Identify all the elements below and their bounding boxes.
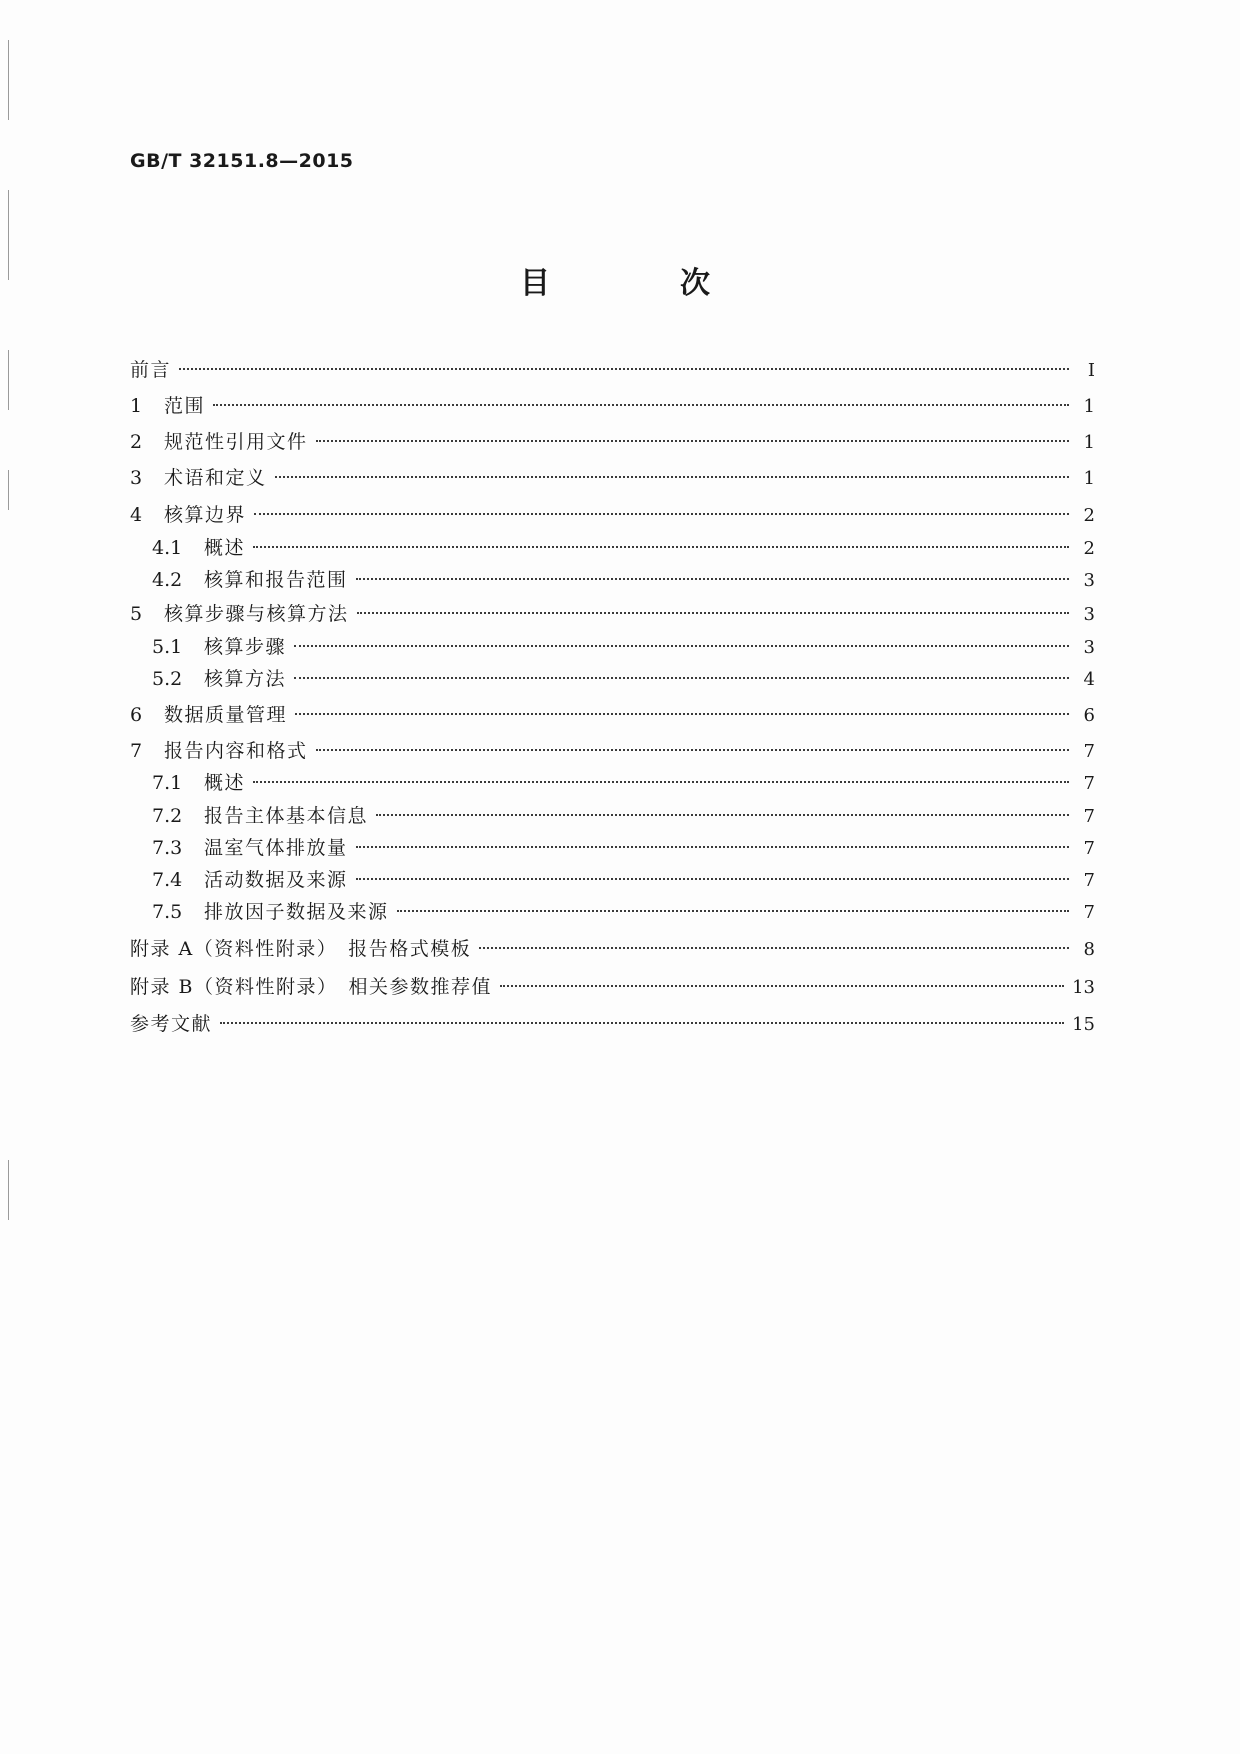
toc-label — [130, 598, 349, 631]
toc-label — [130, 864, 348, 897]
toc-entry[interactable] — [130, 971, 1095, 1004]
toc-label — [130, 390, 205, 423]
toc-page-number: 7 — [1083, 870, 1095, 891]
toc-page-number: 4 — [1083, 669, 1095, 690]
toc-section-number: 7.3 — [152, 837, 183, 859]
toc-title-text: 概述 — [204, 537, 246, 559]
toc-entry[interactable] — [130, 933, 1095, 966]
dot-leader — [295, 713, 1069, 715]
scan-artifact — [8, 40, 9, 120]
toc-title-text: 范围 — [164, 395, 206, 417]
dot-leader — [213, 404, 1069, 406]
dot-leader — [500, 985, 1064, 987]
toc-label — [130, 832, 348, 865]
toc-label — [130, 631, 286, 664]
dot-leader — [253, 781, 1069, 783]
toc-label — [130, 462, 267, 495]
toc-title-text: 核算步骤与核算方法 — [164, 603, 349, 625]
toc-page-number: 3 — [1083, 637, 1095, 658]
toc-title-text: 数据质量管理 — [164, 704, 288, 726]
toc-title-text: 参考文献 — [130, 1013, 213, 1035]
dot-leader — [397, 910, 1069, 912]
dot-leader — [220, 1022, 1064, 1024]
toc-entry[interactable] — [130, 390, 1095, 423]
toc-subentry[interactable] — [130, 532, 1095, 565]
toc-label — [130, 532, 245, 565]
toc-title-text: 前言 — [130, 359, 172, 381]
toc-label — [130, 564, 348, 597]
dot-leader — [179, 368, 1069, 370]
toc-page-number: 1 — [1083, 396, 1095, 417]
toc-entry[interactable] — [130, 354, 1095, 387]
toc-section-number: 2 — [130, 431, 143, 453]
dot-leader — [356, 878, 1069, 880]
dot-leader — [253, 546, 1069, 548]
toc-title-text: 核算步骤 — [204, 636, 287, 658]
scan-artifact — [8, 350, 9, 410]
toc-label — [130, 933, 471, 966]
toc-section-number: 7 — [130, 740, 143, 762]
toc-label — [130, 426, 308, 459]
page-title: 目 次 — [520, 266, 760, 301]
toc-label — [130, 663, 286, 696]
toc-title-text: 报告内容和格式 — [164, 740, 308, 762]
scan-artifact — [8, 470, 9, 510]
toc-page-number: 7 — [1083, 902, 1095, 923]
toc-title-text: 核算和报告范围 — [204, 569, 348, 591]
toc-entry[interactable] — [130, 598, 1095, 631]
toc-page-number: 3 — [1083, 570, 1095, 591]
toc-page-number: 6 — [1083, 705, 1095, 726]
toc-entry[interactable] — [130, 499, 1095, 532]
toc-subentry[interactable] — [130, 631, 1095, 664]
toc-page-number: 13 — [1072, 977, 1095, 998]
toc-title-text: 报告主体基本信息 — [204, 805, 369, 827]
toc-entry[interactable] — [130, 426, 1095, 459]
toc-entry[interactable] — [130, 1008, 1095, 1041]
toc-section-number: 7.5 — [152, 901, 183, 923]
toc-page-number: 2 — [1083, 505, 1095, 526]
toc-label — [130, 735, 308, 768]
toc-section-number: 5.1 — [152, 636, 183, 658]
toc-subentry[interactable] — [130, 832, 1095, 865]
dot-leader — [294, 677, 1069, 679]
dot-leader — [376, 814, 1069, 816]
dot-leader — [254, 513, 1069, 515]
toc-page-number: 7 — [1083, 838, 1095, 859]
toc-section-number: 4.1 — [152, 537, 183, 559]
toc-subentry[interactable] — [130, 896, 1095, 929]
toc-subentry[interactable] — [130, 864, 1095, 897]
toc-title-text: 核算边界 — [164, 504, 247, 526]
toc-subentry[interactable] — [130, 767, 1095, 800]
toc-page-number: 2 — [1083, 538, 1095, 559]
dot-leader — [356, 578, 1069, 580]
dot-leader — [479, 947, 1069, 949]
toc-title-text: 附录 A（资料性附录） 报告格式模板 — [130, 938, 472, 960]
toc-section-number: 7.2 — [152, 805, 183, 827]
toc-subentry[interactable] — [130, 663, 1095, 696]
toc-section-number: 3 — [130, 467, 143, 489]
toc-subentry[interactable] — [130, 564, 1095, 597]
toc-section-number: 7.1 — [152, 772, 183, 794]
toc-label — [130, 971, 492, 1004]
dot-leader — [275, 476, 1069, 478]
toc-page-number: 7 — [1083, 741, 1095, 762]
toc-section-number: 4.2 — [152, 569, 183, 591]
dot-leader — [316, 749, 1069, 751]
toc-section-number: 5 — [130, 603, 143, 625]
toc-section-number: 4 — [130, 504, 143, 526]
dot-leader — [294, 645, 1069, 647]
dot-leader — [356, 846, 1069, 848]
toc-label — [130, 499, 246, 532]
toc-section-number: 7.4 — [152, 869, 183, 891]
document-code: GB/T 32151.8—2015 — [130, 150, 354, 172]
toc-page-number: Ⅰ — [1087, 360, 1095, 381]
toc-page-number: 15 — [1072, 1014, 1095, 1035]
toc-title-text: 概述 — [204, 772, 246, 794]
toc-title-text: 规范性引用文件 — [164, 431, 308, 453]
toc-title-text: 附录 B（资料性附录） 相关参数推荐值 — [130, 976, 493, 998]
toc-section-number: 6 — [130, 704, 143, 726]
toc-label — [130, 896, 389, 929]
toc-title-text: 核算方法 — [204, 668, 287, 690]
toc-entry[interactable] — [130, 735, 1095, 768]
toc-title-text: 术语和定义 — [164, 467, 267, 489]
toc-label — [130, 699, 287, 732]
toc-title-text: 温室气体排放量 — [204, 837, 348, 859]
scan-artifact — [8, 1160, 9, 1220]
toc-label — [130, 800, 368, 833]
toc-page-number: 1 — [1083, 432, 1095, 453]
toc-page-number: 7 — [1083, 806, 1095, 827]
toc-page-number: 7 — [1083, 773, 1095, 794]
toc-page-number: 8 — [1083, 939, 1095, 960]
toc-page-number: 1 — [1083, 468, 1095, 489]
toc-title-text: 排放因子数据及来源 — [204, 901, 389, 923]
toc-page-number: 3 — [1083, 604, 1095, 625]
toc-entry[interactable] — [130, 699, 1095, 732]
toc-label — [130, 354, 171, 387]
dot-leader — [316, 440, 1069, 442]
toc-label — [130, 1008, 212, 1041]
dot-leader — [357, 612, 1069, 614]
toc-section-number: 5.2 — [152, 668, 183, 690]
toc-title-text: 活动数据及来源 — [204, 869, 348, 891]
toc-label — [130, 767, 245, 800]
toc-subentry[interactable] — [130, 800, 1095, 833]
toc-section-number: 1 — [130, 395, 143, 417]
toc-entry[interactable] — [130, 462, 1095, 495]
